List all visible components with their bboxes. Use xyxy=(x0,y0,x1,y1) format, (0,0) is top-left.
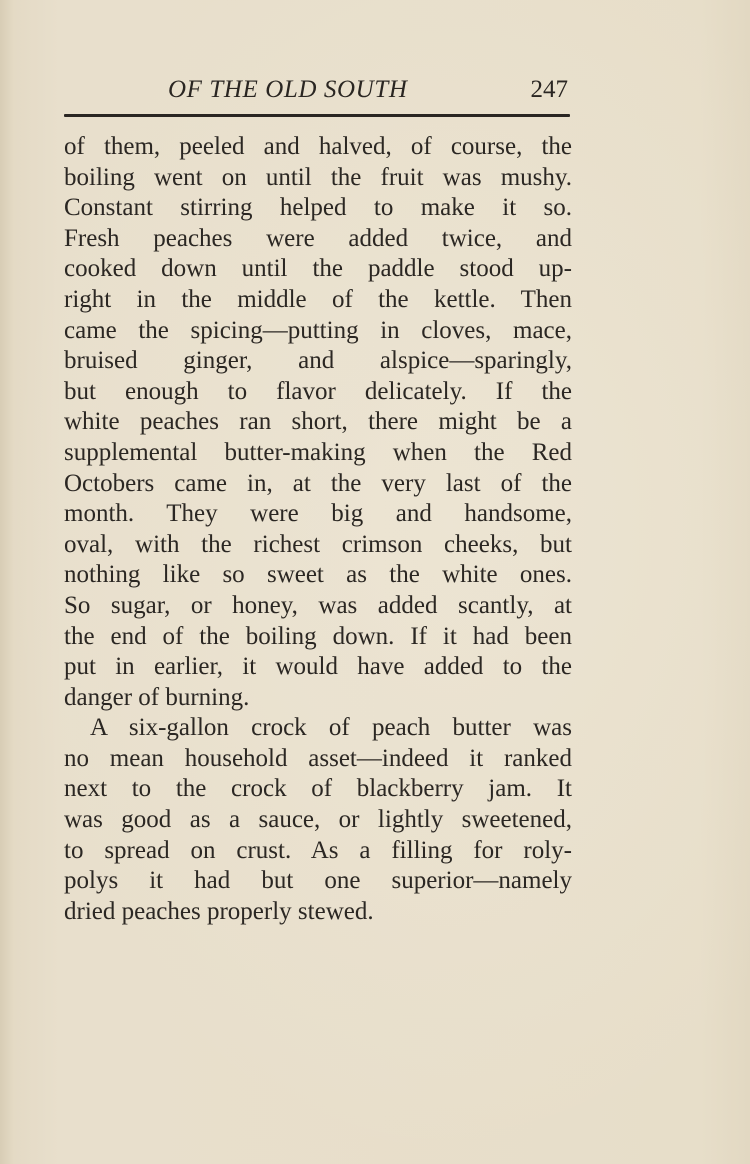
page-number: 247 xyxy=(530,76,568,103)
text-line: right in the middle of the kettle. Then xyxy=(64,285,572,313)
text-line: So sugar, or honey, was added scantly, at xyxy=(64,591,572,619)
text-line: boiling went on until the fruit was mushy. xyxy=(64,163,572,191)
text-line: white peaches ran short, there might be a xyxy=(64,408,572,436)
text-line: came the spicing—putting in cloves, mace, xyxy=(64,316,572,344)
text-line: Fresh peaches were added twice, and xyxy=(64,224,572,252)
header-rule xyxy=(64,114,570,117)
text-line: of them, peeled and halved, of course, the xyxy=(64,133,572,160)
text-line: no mean household asset—indeed it ranked xyxy=(64,744,572,772)
text-line: month. They were big and handsome, xyxy=(64,500,572,528)
text-line: A six-gallon crock of peach butter was xyxy=(90,714,572,742)
page-header xyxy=(64,76,572,110)
running-head: OF THE OLD SOUTH xyxy=(168,76,408,103)
text-line: polys it had but one superior—namely xyxy=(64,867,572,895)
text-line: put in earlier, it would have added to the xyxy=(64,653,572,681)
text-line: supplemental butter-making when the Red xyxy=(64,438,572,466)
text-line: next to the crock of blackberry jam. It xyxy=(64,775,572,803)
paragraph-2 xyxy=(64,713,572,927)
body-text xyxy=(64,132,572,927)
text-line: oval, with the richest crimson cheeks, but xyxy=(64,530,572,558)
text-line: was good as a sauce, or lightly sweetened, xyxy=(64,806,572,834)
text-line: but enough to flavor delicately. If the xyxy=(64,377,572,405)
text-line: bruised ginger, and alspice—sparingly, xyxy=(64,347,572,375)
text-line: the end of the boiling down. If it had been xyxy=(64,622,572,650)
text-line: Constant stirring helped to make it so. xyxy=(64,194,572,222)
text-line: dried peaches properly stewed. xyxy=(64,897,374,925)
paragraph-1 xyxy=(64,132,572,713)
text-line: Octobers came in, at the very last of the xyxy=(64,469,572,497)
text-line: nothing like so sweet as the white ones. xyxy=(64,561,572,589)
text-line: cooked down until the paddle stood up- xyxy=(64,255,572,283)
text-line: danger of burning. xyxy=(64,683,250,711)
text-line: to spread on crust. As a filling for roly- xyxy=(64,836,572,864)
